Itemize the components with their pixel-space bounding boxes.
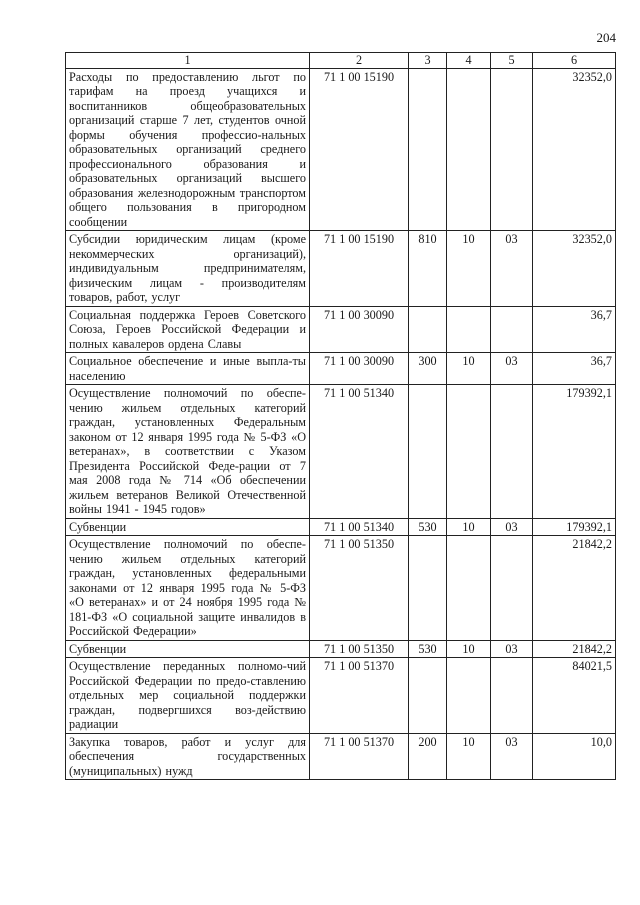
expense-type-code: 300 bbox=[409, 353, 447, 385]
table-row bbox=[66, 353, 616, 385]
amount: 10,0 bbox=[533, 733, 616, 780]
table-row bbox=[66, 68, 616, 231]
amount: 21842,2 bbox=[533, 536, 616, 641]
budget-code: 71 1 00 51350 bbox=[310, 536, 409, 641]
expense-type-code bbox=[409, 68, 447, 231]
section-code: 10 bbox=[447, 231, 491, 307]
subsection-code bbox=[491, 385, 533, 519]
amount: 179392,1 bbox=[533, 518, 616, 536]
column-header: 2 bbox=[310, 53, 409, 69]
section-code bbox=[447, 658, 491, 734]
amount: 179392,1 bbox=[533, 385, 616, 519]
amount: 36,7 bbox=[533, 353, 616, 385]
table-row bbox=[66, 385, 616, 519]
subsection-code bbox=[491, 536, 533, 641]
expense-type-code: 530 bbox=[409, 518, 447, 536]
page-number: 204 bbox=[596, 30, 616, 45]
expense-name: Закупка товаров, работ и услуг для обеспечения государственных (муниципальных) нужд bbox=[66, 733, 310, 780]
section-code bbox=[447, 68, 491, 231]
subsection-code: 03 bbox=[491, 640, 533, 658]
section-code bbox=[447, 306, 491, 353]
section-code bbox=[447, 536, 491, 641]
section-code: 10 bbox=[447, 733, 491, 780]
table-row bbox=[66, 306, 616, 353]
subsection-code: 03 bbox=[491, 518, 533, 536]
table-row bbox=[66, 518, 616, 536]
amount: 32352,0 bbox=[533, 231, 616, 307]
expense-name: Субвенции bbox=[66, 518, 310, 536]
budget-code: 71 1 00 30090 bbox=[310, 306, 409, 353]
expense-name: Социальная поддержка Героев Советского Союза, Героев Российской Федерации и полных кавалеров ордена Славы bbox=[66, 306, 310, 353]
amount: 36,7 bbox=[533, 306, 616, 353]
column-header: 3 bbox=[409, 53, 447, 69]
expense-name: Осуществление полномочий по обеспе-чению жильем отдельных категорий граждан, установленных федеральными законами от 12 января 1995 года № 5-ФЗ «О ветеранах» и от 24 ноября 1995 года № 181-ФЗ «О социальной защите инвалидов в Российской Федерации» bbox=[66, 536, 310, 641]
subsection-code: 03 bbox=[491, 231, 533, 307]
subsection-code: 03 bbox=[491, 733, 533, 780]
expense-type-code bbox=[409, 306, 447, 353]
amount: 21842,2 bbox=[533, 640, 616, 658]
expense-type-code bbox=[409, 385, 447, 519]
table-row bbox=[66, 536, 616, 641]
subsection-code bbox=[491, 658, 533, 734]
expense-type-code: 810 bbox=[409, 231, 447, 307]
column-header: 4 bbox=[447, 53, 491, 69]
expense-name: Осуществление полномочий по обеспе-чению жильем отдельных категорий граждан, установленных Федеральным законом от 12 января 1995 года № 5-ФЗ «О ветеранах», в соответствии с Указом Президента Российской Феде-рации от 7 мая 2008 года № 714 «Об обеспечении жильем ветеранов Великой Отечественной войны 1941 - 1945 годов» bbox=[66, 385, 310, 519]
amount: 32352,0 bbox=[533, 68, 616, 231]
budget-code: 71 1 00 15190 bbox=[310, 231, 409, 307]
header-row bbox=[66, 53, 616, 69]
table-row bbox=[66, 733, 616, 780]
table-row bbox=[66, 231, 616, 307]
section-code: 10 bbox=[447, 640, 491, 658]
expense-type-code bbox=[409, 658, 447, 734]
budget-code: 71 1 00 51350 bbox=[310, 640, 409, 658]
expense-name: Расходы по предоставлению льгот по тарифам на проезд учащихся и воспитанников общеобразовательных организаций старше 7 лет, студентов очной формы обучения профессио-нальных образовательных организаций среднего профессионального образования и образовательных организаций высшего образования железнодорожным транспортом общего пользования в пригородном сообщении bbox=[66, 68, 310, 231]
expense-name: Осуществление переданных полномо-чий Российской Федерации по предо-ставлению отдельных мер социальной поддержки граждан, подвергшихся воз-действию радиации bbox=[66, 658, 310, 734]
budget-code: 71 1 00 51370 bbox=[310, 658, 409, 734]
expense-name: Субвенции bbox=[66, 640, 310, 658]
subsection-code bbox=[491, 306, 533, 353]
section-code bbox=[447, 385, 491, 519]
budget-code: 71 1 00 51370 bbox=[310, 733, 409, 780]
section-code: 10 bbox=[447, 518, 491, 536]
expense-type-code: 200 bbox=[409, 733, 447, 780]
subsection-code: 03 bbox=[491, 353, 533, 385]
column-header: 6 bbox=[533, 53, 616, 69]
expense-name: Социальное обеспечение и иные выпла-ты населению bbox=[66, 353, 310, 385]
budget-table bbox=[65, 52, 616, 780]
amount: 84021,5 bbox=[533, 658, 616, 734]
expense-type-code: 530 bbox=[409, 640, 447, 658]
budget-code: 71 1 00 51340 bbox=[310, 518, 409, 536]
budget-code: 71 1 00 15190 bbox=[310, 68, 409, 231]
column-header: 5 bbox=[491, 53, 533, 69]
column-header: 1 bbox=[66, 53, 310, 69]
expense-name: Субсидии юридическим лицам (кроме некоммерческих организаций), индивидуальным предпринимателям, физическим лицам - производителям товаров, работ, услуг bbox=[66, 231, 310, 307]
subsection-code bbox=[491, 68, 533, 231]
table-row bbox=[66, 640, 616, 658]
budget-code: 71 1 00 30090 bbox=[310, 353, 409, 385]
section-code: 10 bbox=[447, 353, 491, 385]
budget-code: 71 1 00 51340 bbox=[310, 385, 409, 519]
expense-type-code bbox=[409, 536, 447, 641]
table-row bbox=[66, 658, 616, 734]
